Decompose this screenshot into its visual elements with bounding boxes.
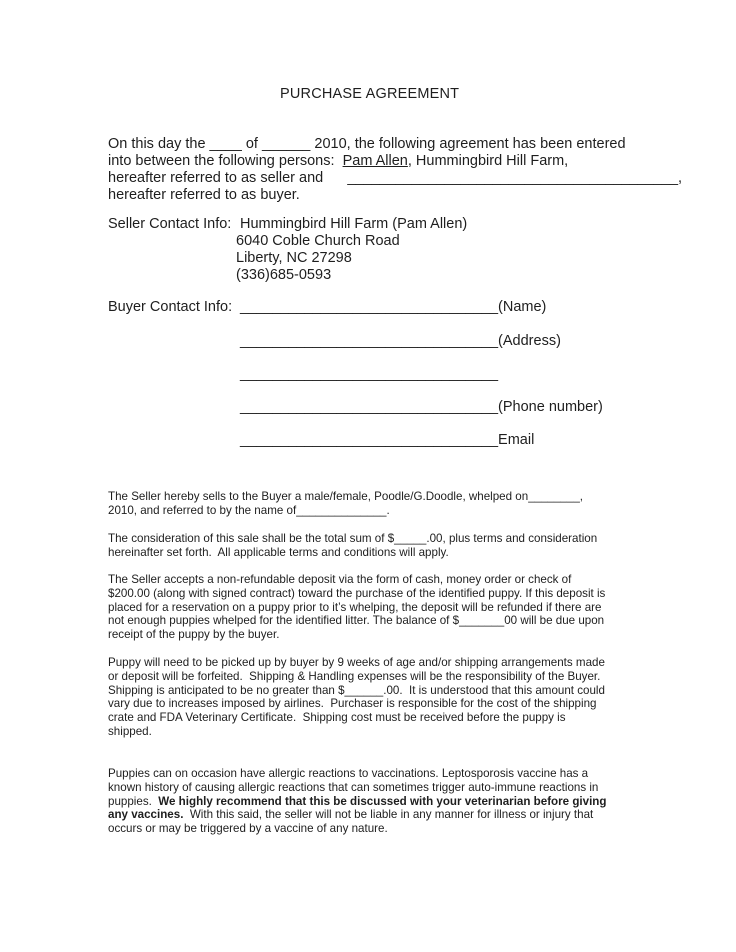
pickup-line-4: vary due to increases imposed by airlines. Purchaser is responsible for the cost of the shipping [108, 697, 597, 711]
buyer-phone-field: ________________________________(Phone number) [240, 399, 603, 415]
deposit-line-4: not enough puppies whelped for the identified litter. The balance of $_______00 will be due upon [108, 614, 605, 628]
seller-city: Liberty, NC 27298 [236, 250, 352, 266]
intro-line-2-pre: into between the following persons: [108, 153, 343, 169]
sale-line-2: 2010, and referred to by the name of______________. [108, 503, 390, 517]
vaccine-line-4 [108, 808, 628, 822]
vaccine-line-5: occurs or may be triggered by a vaccine of any nature. [108, 822, 388, 836]
intro-line-4: hereafter referred to as buyer. [108, 187, 300, 203]
buyer-address-field: ________________________________(Address) [240, 333, 561, 349]
seller-street: 6040 Coble Church Road [236, 233, 400, 249]
intro-line-2-post: , Hummingbird Hill Farm, [407, 153, 569, 169]
seller-contact-label: Seller Contact Info: [108, 216, 232, 232]
consideration-line-2: hereinafter set forth. All applicable terms and conditions will apply. [108, 545, 449, 559]
buyer-name-field: ________________________________(Name) [240, 299, 547, 315]
seller-farm-name: Hummingbird Hill Farm (Pam Allen) [240, 216, 468, 232]
intro-line-2 [108, 153, 628, 170]
vaccine-line-4-post: With this said, the seller will not be liable in any manner for illness or injury that [183, 808, 594, 822]
vaccine-bold-end: any vaccines. [108, 808, 184, 822]
seller-name-underlined: Pam Allen [342, 153, 408, 169]
deposit-line-3: placed for a reservation on a puppy prior to it’s whelping, the deposit will be refunded if there are [108, 600, 602, 614]
pickup-line-6: shipped. [108, 724, 152, 738]
buyer-contact-label: Buyer Contact Info: [108, 299, 233, 315]
sale-paragraph [108, 490, 628, 518]
pickup-line-3: Shipping is anticipated to be no greater than $______.00. It is understood that this amount could [108, 683, 605, 697]
deposit-line-2: $200.00 (along with signed contract) toward the purchase of the identified puppy. If this deposit is [108, 586, 606, 600]
vaccine-line-2: known history of causing allergic reactions that can sometimes trigger auto-immune reactions in [108, 780, 599, 794]
pickup-line-1: Puppy will need to be picked up by buyer by 9 weeks of age and/or shipping arrangements made [108, 656, 605, 669]
intro-paragraph [108, 136, 683, 204]
deposit-line-5: receipt of the puppy by the buyer. [108, 628, 280, 642]
pickup-line-2: or deposit will be forfeited. Shipping & Handling expenses will be the responsibility of the Buyer. [108, 669, 601, 683]
vaccine-recommendation-bold: We highly recommend that this be discussed with your veterinarian before giving [158, 794, 607, 808]
consideration-line-1: The consideration of this sale shall be the total sum of $_____.00, plus terms and consideration [108, 532, 598, 545]
pickup-line-5: crate and FDA Veterinary Certificate. Shipping cost must be received before the puppy is [108, 711, 566, 725]
deposit-line-1: The Seller accepts a non-refundable deposit via the form of cash, money order or check of [108, 573, 572, 586]
vaccine-line-3 [108, 795, 628, 809]
buyer-email-field: ________________________________Email [240, 432, 535, 448]
vaccine-line-1: Puppies can on occasion have allergic reactions to vaccinations. Leptosporosis vaccine has a [108, 767, 589, 780]
vaccine-line-3-pre: puppies. [108, 794, 159, 808]
sale-line-1: The Seller hereby sells to the Buyer a male/female, Poodle/G.Doodle, whelped on________, [108, 490, 583, 503]
buyer-address-line-2: ________________________________ [240, 366, 499, 382]
intro-line-3: hereafter referred to as seller and _________________________________________, [108, 170, 683, 186]
document-title: PURCHASE AGREEMENT [280, 86, 460, 102]
seller-phone: (336)685-0593 [236, 267, 332, 283]
pickup-shipping-paragraph [108, 656, 628, 739]
intro-line-1: On this day the ____ of ______ 2010, the following agreement has been entered [108, 136, 626, 152]
vaccine-paragraph [108, 767, 628, 836]
deposit-paragraph [108, 573, 628, 642]
consideration-paragraph [108, 532, 628, 560]
